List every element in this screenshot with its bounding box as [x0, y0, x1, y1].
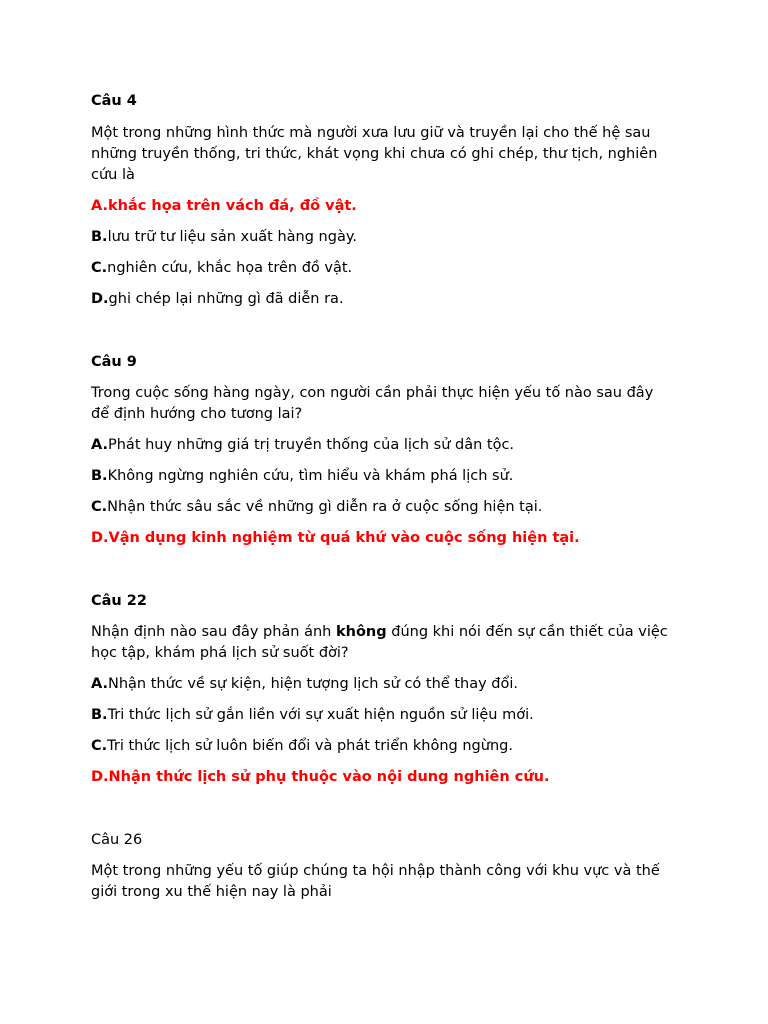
option-letter: D.	[91, 530, 109, 546]
option-text: Tri thức lịch sử luôn biến đổi và phát triển không ngừng.	[107, 738, 513, 754]
option-text: khắc họa trên vách đá, đồ vật.	[108, 198, 357, 214]
question-4-option-a	[91, 197, 357, 215]
option-letter: C.	[91, 499, 108, 515]
question-4-heading: Câu 4	[91, 93, 137, 109]
question-22-stem	[91, 622, 671, 664]
option-text: Vận dụng kinh nghiệm từ quá khứ vào cuộc sống hiện tại.	[108, 530, 580, 546]
option-text: nghiên cứu, khắc họa trên đồ vật.	[107, 260, 353, 276]
option-letter: A.	[91, 676, 108, 692]
question-22-option-d	[91, 768, 550, 786]
question-9-stem: Trong cuộc sống hàng ngày, con người cần phải thực hiện yếu tố nào sau đây để định hướng cho tương lai?	[91, 385, 654, 422]
option-text: Nhận thức sâu sắc về những gì diễn ra ở cuộc sống hiện tại.	[107, 499, 543, 515]
question-4-stem: Một trong những hình thức mà người xưa lưu giữ và truyền lại cho thế hệ sau những truyền thống, tri thức, khát vọng khi chưa có ghi chép, thư tịch, nghiên cứu là	[91, 125, 658, 183]
question-9-heading: Câu 9	[91, 354, 137, 370]
option-text: lưu trữ tư liệu sản xuất hàng ngày.	[107, 229, 357, 245]
question-9-option-d	[91, 529, 580, 547]
option-letter: B.	[91, 707, 108, 723]
option-text: Nhận thức lịch sử phụ thuộc vào nội dung nghiên cứu.	[108, 769, 550, 785]
question-22-option-b	[91, 706, 534, 724]
question-22-option-a	[91, 675, 518, 693]
option-letter: B.	[91, 229, 108, 245]
option-text: Phát huy những giá trị truyền thống của lịch sử dân tộc.	[108, 437, 515, 453]
question-4-option-d	[91, 290, 344, 308]
question-4-option-b	[91, 228, 357, 246]
option-letter: C.	[91, 260, 108, 276]
option-text: Tri thức lịch sử gắn liền với sự xuất hiện nguồn sử liệu mới.	[107, 707, 534, 723]
question-26-stem: Một trong những yếu tố giúp chúng ta hội nhập thành công với khu vực và thế giới trong xu thế hiện nay là phải	[91, 863, 660, 900]
question-4-option-c	[91, 259, 352, 277]
question-22-heading: Câu 22	[91, 593, 147, 609]
question-9-option-c	[91, 498, 542, 516]
stem-text: Nhận định nào sau đây phản ánh	[91, 624, 336, 640]
option-letter: D.	[91, 291, 109, 307]
option-letter: B.	[91, 468, 108, 484]
option-letter: C.	[91, 738, 108, 754]
option-text: ghi chép lại những gì đã diễn ra.	[108, 291, 344, 307]
stem-text: đúng khi nói đến sự cần thiết của việc học tập, khám phá lịch sử suốt đời?	[91, 624, 668, 661]
question-26-heading: Câu 26	[91, 832, 143, 848]
stem-keyword: không	[335, 624, 387, 640]
question-22-option-c	[91, 737, 513, 755]
option-text: Nhận thức về sự kiện, hiện tượng lịch sử có thể thay đổi.	[108, 676, 518, 692]
option-text: Không ngừng nghiên cứu, tìm hiểu và khám phá lịch sử.	[107, 468, 514, 484]
option-letter: D.	[91, 769, 109, 785]
option-letter: A.	[91, 198, 108, 214]
option-letter: A.	[91, 437, 108, 453]
question-9-option-a	[91, 436, 514, 454]
question-9-option-b	[91, 467, 513, 485]
